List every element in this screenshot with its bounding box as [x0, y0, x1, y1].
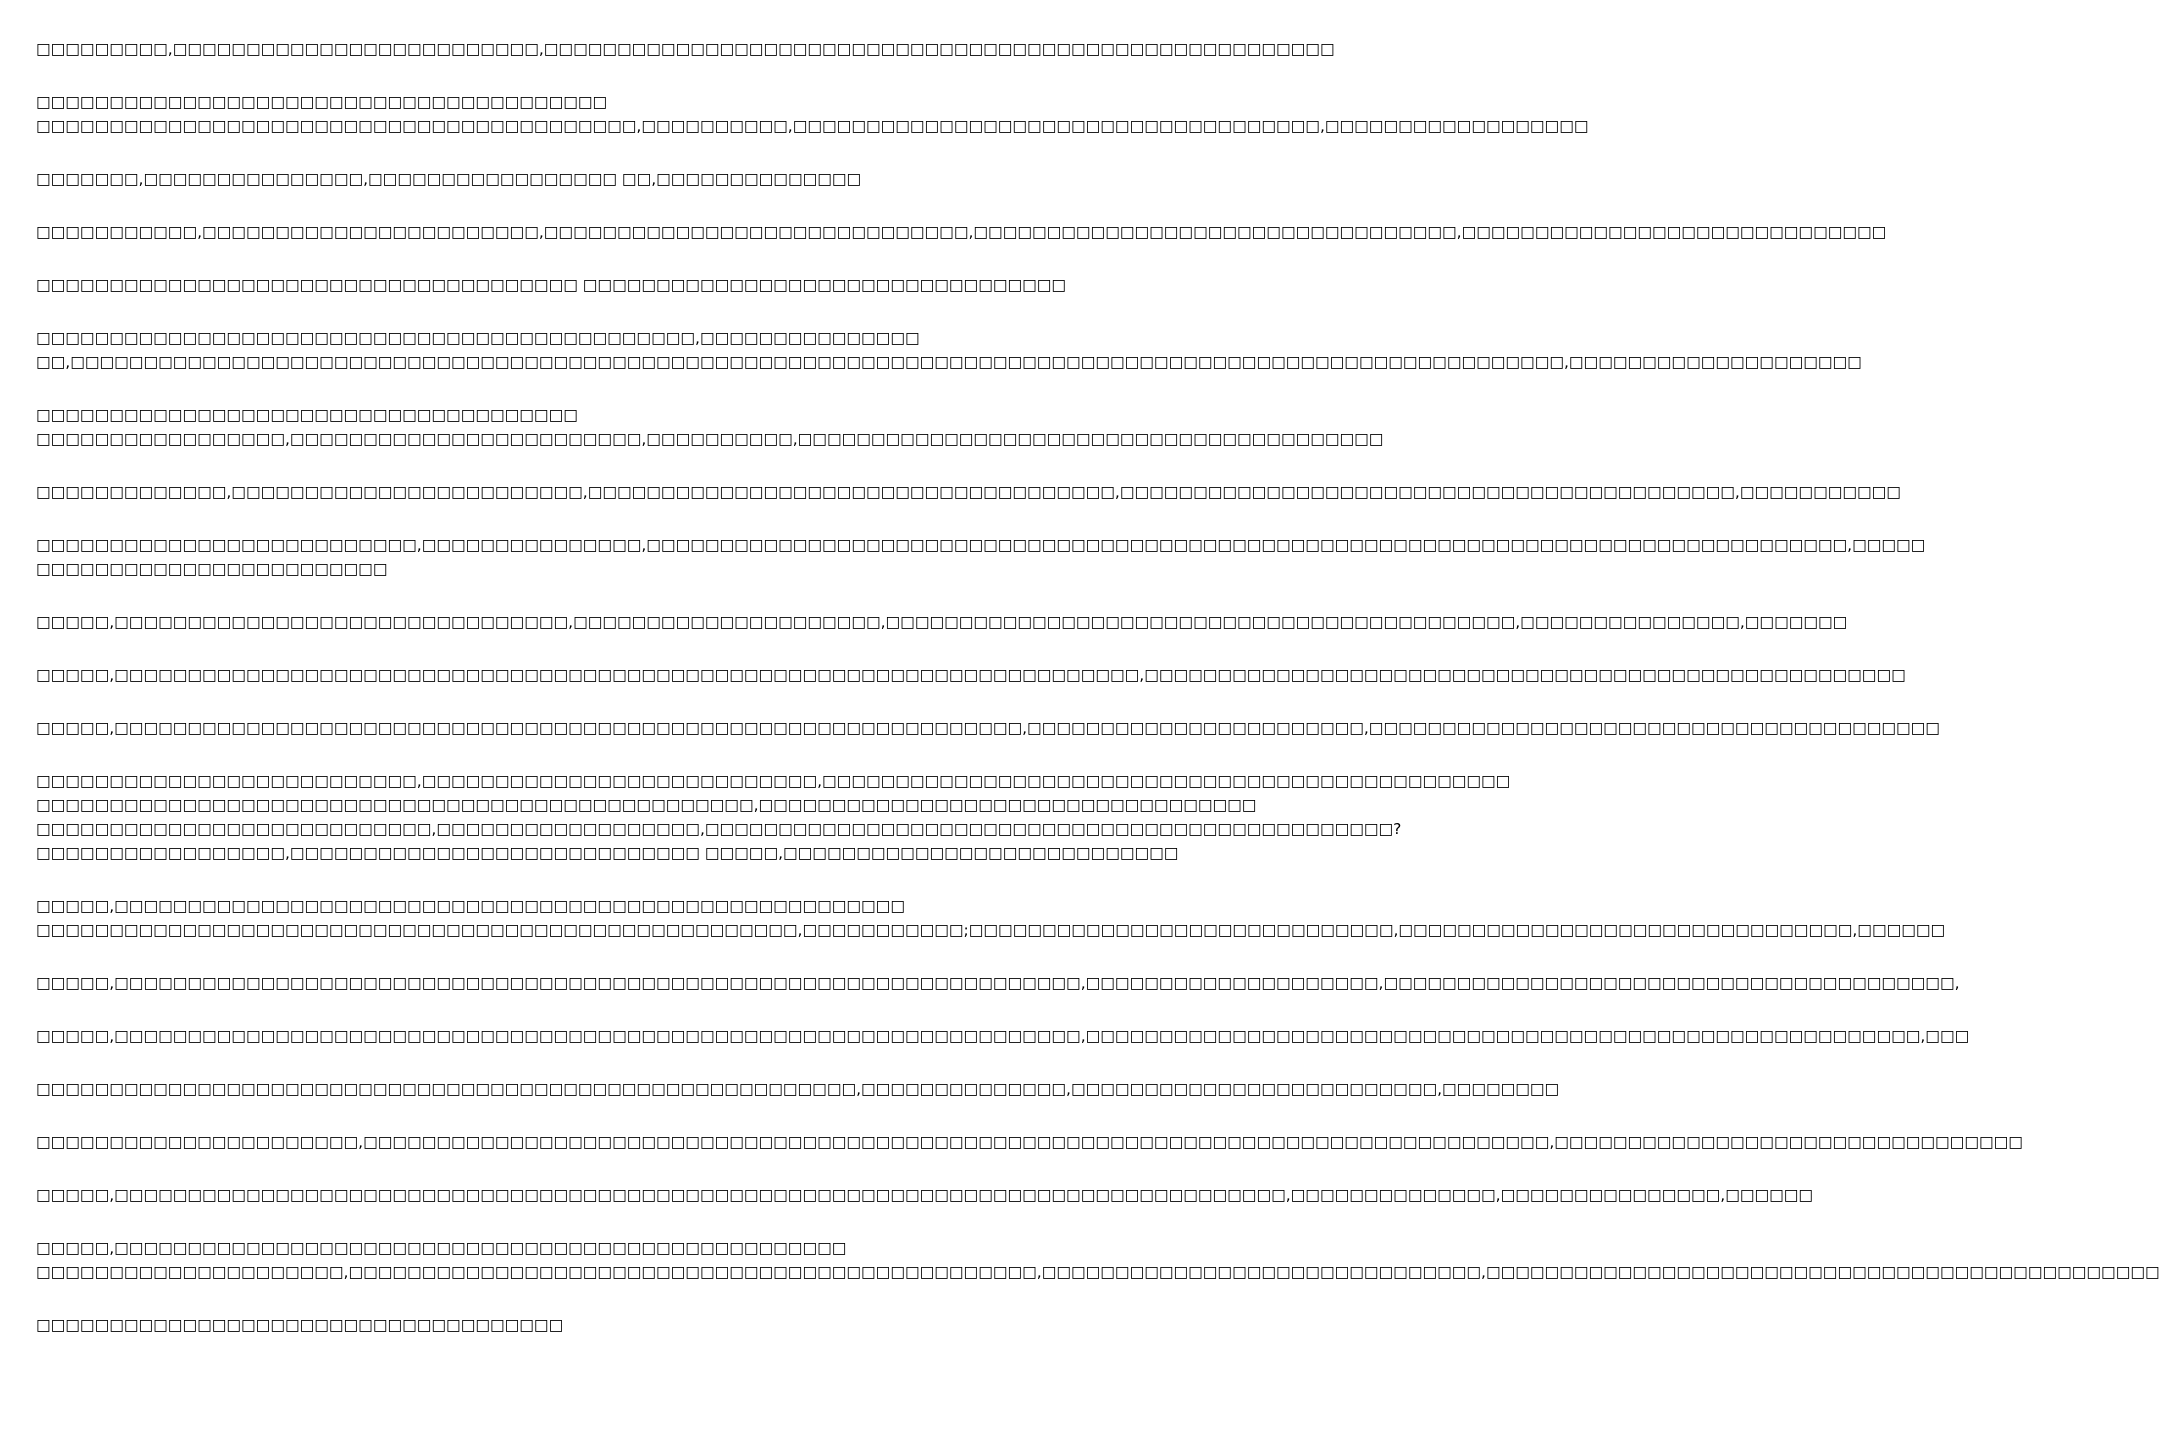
- text-line: □□□□□□□,□□□□□□□□□□□□□□□,□□□□□□□□□□□□□□□□□ □□,□□□□□□□□□□□□□□: [36, 170, 862, 188]
- paragraph: [36, 533, 1926, 581]
- paragraph: [36, 167, 990, 191]
- text-line: □□□□□□□□□□□□□□□□□□□□□□□□□□□□□□□□□□□□□ □□□□□□□□□□□□□□□□□□□□□□□□□□□□□□□□□: [36, 276, 1067, 294]
- text-line: □□□□□□□□□□□□□□□□□□□□□□,□□□□□□□□□□□□□□□□□□□□□□□□□□□□□□□□□□□□□□□□□□□□□□□□□□□□□□□□□□□□□□□□□□□□□□□□□□□□□□□□□,□□□□□□□□□□□□□□□□□□□□□□□□□□□□□□□□: [36, 1133, 2023, 1151]
- text-line: □□□□□,□□□□□□□□□□□□□□□□□□□□□□□□□□□□□□□□□□□□□□□□□□□□□□□□□□: [36, 1239, 847, 1257]
- text-line: □□□□□,□□□□□□□□□□□□□□□□□□□□□□□□□□□□□□□□□□□□□□□□□□□□□□□□□□□□□□: [36, 897, 905, 915]
- text-line: □□□□□□□□□□□□□□□□□□□□□□□□□□□□□□□□□□□□□□□□□□□□□□□□□,□□□□□□□□□□□□□□□□□□□□□□□□□□□□□□□□□□: [36, 796, 1257, 814]
- text-line: □□□□□□□□□□□□□□□□□□□□□□□□□□□□□□□□□□□□□□□□□□□□□,□□□□□□□□□□□□□□□: [36, 329, 920, 347]
- text-line: □□□□□□□□□□□□□□□□□□□□□□□□□□□,□□□□□□□□□□□□□□□□□□,□□□□□□□□□□□□□□□□□□□□□□□□□□□□□□□□□□□□□□□□□□□□□□□?: [36, 820, 1402, 838]
- paragraph: [36, 90, 1589, 138]
- text-line: □□□□□,□□□□□□□□□□□□□□□□□□□□□□□□□□□□□□□□□□□□□□□□□□□□□□□□□□□□□□□□□□□□□□□□□□,□□□□□□□□□□□□□□□□□□□□□□□□□□□□□□□□□□□□□□□□□□□□□□□□□□□□□□□□□,□□□: [36, 1027, 1970, 1045]
- paragraph: [36, 716, 1940, 740]
- paragraph: [36, 1130, 2023, 1154]
- paragraph: [36, 403, 1384, 451]
- paragraph: [36, 1183, 1814, 1207]
- text-line: □□□□□□□□□□□□□□□□□□□□□□□□□□□□□□□□□□□□□□□□□□□□□□□□□□□□□□□□,□□□□□□□□□□□□□□,□□□□□□□□□□□□□□□□□□□□□□□□□,□□□□□□□□: [36, 1080, 1560, 1098]
- text-line: □□□□□,□□□□□□□□□□□□□□□□□□□□□□□□□□□□□□□□□□□□□□□□□□□□□□□□□□□□□□□□□□□□□□,□□□□□□□□□□□□□□□□□□□□□□□,□□□□□□□□□□□□□□□□□□□□□□□□□□□□□□□□□□□□□□□: [36, 719, 1940, 737]
- text-line: □□□□□□□□□□□□□□□□□□□□□□□□□□□□□□□□□□□□□: [36, 406, 578, 424]
- text-line: □□□□□,□□□□□□□□□□□□□□□□□□□□□□□□□□□□□□□□□□□□□□□□□□□□□□□□□□□□□□□□□□□□□□□□□□□□□□□□□□□□□□□□,□□□□□□□□□□□□□□,□□□□□□□□□□□□□□□,□□□□□□: [36, 1186, 1814, 1204]
- text-line: □□□□□,□□□□□□□□□□□□□□□□□□□□□□□□□□□□□□□,□□□□□□□□□□□□□□□□□□□□□,□□□□□□□□□□□□□□□□□□□□□□□□□□□□□□□□□□□□□□□□□□□,□□□□□□□□□□□□□□□,□□□□□□□: [36, 613, 1848, 631]
- text-line: □□□□□□□□□□□□□□□□□,□□□□□□□□□□□□□□□□□□□□□□□□□□□□ □□□□□,□□□□□□□□□□□□□□□□□□□□□□□□□□□: [36, 844, 1179, 862]
- paragraph: [36, 1077, 1560, 1101]
- document-page: [36, 37, 2160, 1366]
- text-line: □□,□□□□□□□□□□□□□□□□□□□□□□□□□□□□□□□□□□□□□□□□□□□□□□□□□□□□□□□□□□□□□□□□□□□□□□□□□□□□□□□□□□□□□□□□□□□□□□□□□□□□□□,□□□□□□□□□□□□□□□□□□□□: [36, 353, 1862, 371]
- text-line: □□□□□□□□□□□□□□□□□□□□□□□□: [36, 560, 388, 578]
- paragraph: [36, 610, 1848, 634]
- paragraph: [36, 326, 1862, 374]
- paragraph: [36, 37, 1335, 61]
- text-line: □□□□□,□□□□□□□□□□□□□□□□□□□□□□□□□□□□□□□□□□□□□□□□□□□□□□□□□□□□□□□□□□□□□□□□□□□□□□,□□□□□□□□□□□□□□□□□□□□□□□□□□□□□□□□□□□□□□□□□□□□□□□□□□□□: [36, 666, 1906, 684]
- text-line: □□□□□□□□□,□□□□□□□□□□□□□□□□□□□□□□□□□,□□□□□□□□□□□□□□□□□□□□□□□□□□□□□□□□□□□□□□□□□□□□□□□□□□□□□□: [36, 40, 1335, 58]
- text-line: □□□□□□□□□□□□□□□□□□□□□,□□□□□□□□□□□□□□□□□□□□□□□□□□□□□□□□□□□□□□□□□□□□□□□,□□□□□□□□□□□□□□□□□□□□□□□□□□□□□□,□□□□□□□□□□□□□□□□□□□□□□□□□□□□□□□□□□□□□□□□□□□□□□: [36, 1263, 2160, 1281]
- text-line: □□□□□□□□□□□□□□□□□□□□□□□□□□□□□□□□□□□□□□□: [36, 93, 608, 111]
- text-line: □□□□□□□□□□□□□□□□□□□□□□□□□□□□□□□□□□□□: [36, 1316, 564, 1334]
- paragraph: [36, 894, 1946, 942]
- text-line: □□□□□□□□□□□□□,□□□□□□□□□□□□□□□□□□□□□□□□,□□□□□□□□□□□□□□□□□□□□□□□□□□□□□□□□□□□□,□□□□□□□□□□□□□□□□□□□□□□□□□□□□□□□□□□□□□□□□□□,□□□□□□□□□□□: [36, 483, 1901, 501]
- paragraph: [36, 273, 1067, 297]
- paragraph: [36, 1236, 2160, 1284]
- text-line: □□□□□□□□□□□□□□□□□□□□□□□□□□,□□□□□□□□□□□□□□□□□□□□□□□□□□□,□□□□□□□□□□□□□□□□□□□□□□□□□□□□□□□□□□□□□□□□□□□□□□□: [36, 772, 1511, 790]
- paragraph: [36, 220, 1887, 244]
- text-line: □□□□□□□□□□□,□□□□□□□□□□□□□□□□□□□□□□□,□□□□□□□□□□□□□□□□□□□□□□□□□□□□□,□□□□□□□□□□□□□□□□□□□□□□□□□□□□□□□□□,□□□□□□□□□□□□□□□□□□□□□□□□□□□□□: [36, 223, 1887, 241]
- text-line: □□□□□,□□□□□□□□□□□□□□□□□□□□□□□□□□□□□□□□□□□□□□□□□□□□□□□□□□□□□□□□□□□□□□□□□□,□□□□□□□□□□□□□□□□□□□□,□□□□□□□□□□□□□□□□□□□□□□□□□□□□□□□□□□□□□□□,: [36, 974, 1960, 992]
- paragraph: [36, 480, 1901, 504]
- paragraph: [36, 769, 1511, 865]
- paragraph: [36, 663, 1906, 687]
- text-line: □□□□□□□□□□□□□□□□□□□□□□□□□□□□□□□□□□□□□□□□□,□□□□□□□□□□,□□□□□□□□□□□□□□□□□□□□□□□□□□□□□□□□□□□□,□□□□□□□□□□□□□□□□□□: [36, 117, 1589, 135]
- paragraph: [36, 1313, 990, 1337]
- text-line: □□□□□□□□□□□□□□□□□,□□□□□□□□□□□□□□□□□□□□□□□□,□□□□□□□□□□,□□□□□□□□□□□□□□□□□□□□□□□□□□□□□□□□□□□□□□□□: [36, 430, 1384, 448]
- paragraph: [36, 971, 1960, 995]
- text-line: □□□□□□□□□□□□□□□□□□□□□□□□□□,□□□□□□□□□□□□□□□,□□□□□□□□□□□□□□□□□□□□□□□□□□□□□□□□□□□□□□□□□□□□□□□□□□□□□□□□□□□□□□□□□□□□□□□□□□□□□□□□□□,□□□□□: [36, 536, 1926, 554]
- paragraph: [36, 1024, 1970, 1048]
- text-line: □□□□□□□□□□□□□□□□□□□□□□□□□□□□□□□□□□□□□□□□□□□□□□□□□□□□,□□□□□□□□□□□;□□□□□□□□□□□□□□□□□□□□□□□□□□□□□,□□□□□□□□□□□□□□□□□□□□□□□□□□□□□□□,□□□□□□: [36, 921, 1946, 939]
